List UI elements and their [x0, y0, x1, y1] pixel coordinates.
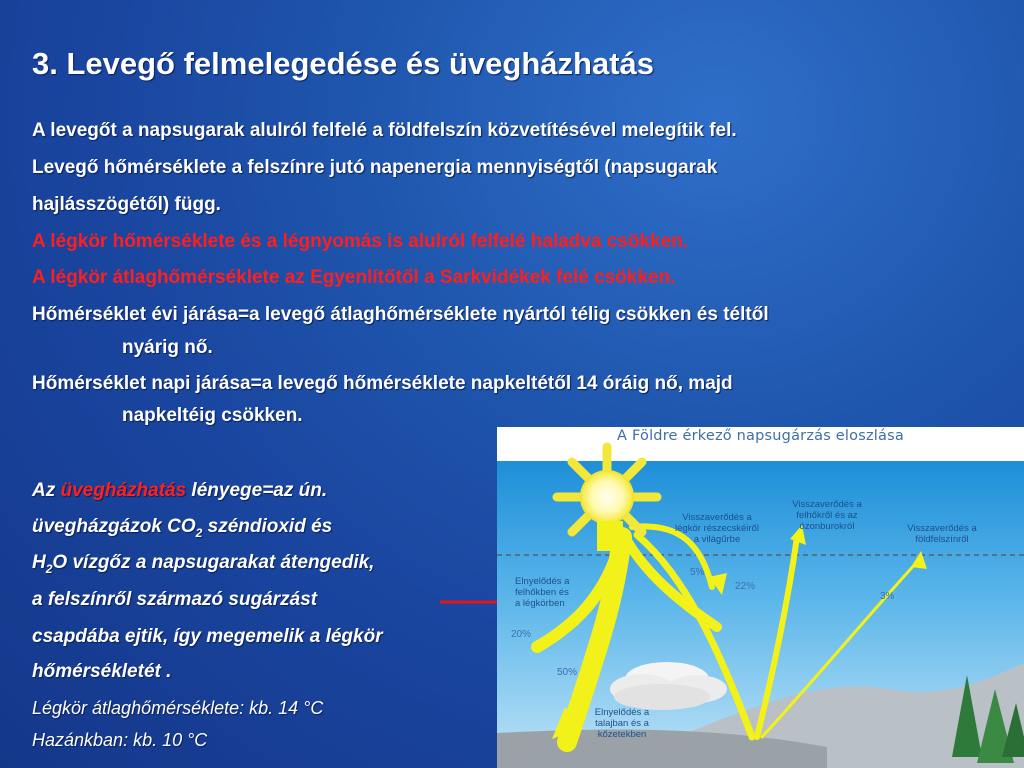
text-line-1: A levegőt a napsugarak alulról felfelé a földfelszín közvetítésével melegítik fel. — [32, 120, 737, 141]
note-hungary-temp: Hazánkban: kb. 10 °C — [32, 730, 208, 750]
greenhouse-line-1: Az üvegházhatás lényege=az ún. — [32, 480, 328, 501]
text-line-2: Levegő hőmérséklete a felszínre jutó napenergia mennyiségtől (napsugarak — [32, 157, 718, 178]
pct-3: 3% — [880, 591, 895, 602]
pct-20: 20% — [511, 629, 532, 640]
sun-icon — [557, 447, 657, 551]
radiation-diagram — [497, 427, 1024, 768]
text-line-4-red: A légkör hőmérséklete és a légnyomás is alulról felfelé haladva csökken. — [32, 231, 689, 252]
pct-5: 5% — [690, 567, 705, 578]
slide-title: 3. Levegő felmelegedése és üvegházhatás — [32, 46, 654, 81]
pct-22: 22% — [735, 581, 756, 592]
text-line-7: nyárig nő. — [122, 337, 213, 358]
greenhouse-line-3: $H_2O$ vízgőz a napsugarakat átengedik, — [32, 552, 375, 576]
label-abs-ground: Elnyelődés a talajban és a kőzetekben — [594, 707, 650, 740]
greenhouse-term: üvegházhatás — [60, 480, 187, 501]
text-line-9: napkeltéig csökken. — [122, 405, 303, 426]
figure-title: A Földre érkező napsugárzás eloszlása — [617, 428, 904, 444]
greenhouse-line-5: csapdába ejtik, így megemelik a légkör — [32, 626, 383, 647]
text-line-6: Hőmérséklet évi járása=a levegő átlaghőmérséklete nyártól télig csökken és téltől — [32, 304, 769, 325]
greenhouse-line-4: a felszínről származó sugárzást — [32, 589, 318, 610]
text-line-3: hajlásszögétől) függ. — [32, 194, 221, 215]
greenhouse-line-2: üvegházgázok $CO_2$ széndioxid és — [32, 516, 333, 540]
text-line-5-red: A légkör átlaghőmérséklete az Egyenlítőtől a Sarkvidékek felé csökken. — [32, 267, 676, 288]
label-refl-cloud: Visszaverődés a felhőkről és az ózonburokról — [792, 499, 862, 532]
pct-50: 50% — [557, 667, 578, 678]
text-line-8: Hőmérséklet napi járása=a levegő hőmérséklete napkeltétől 14 óráig nő, majd — [32, 373, 733, 394]
label-refl-surface: Visszaverődés a földfelszínről — [907, 523, 977, 545]
label-abs-cloud: Elnyelődés a felhőkben és a légkörben — [515, 576, 570, 609]
solar-radiation-figure — [497, 427, 1024, 768]
note-avg-temp: Légkör átlaghőmérséklete: kb. 14 °C — [32, 698, 324, 718]
label-refl-atm: Visszaverődés a légkör részecskéiről a világűrbe — [675, 512, 759, 545]
greenhouse-line-6: hőmérsékletét . — [32, 661, 172, 682]
